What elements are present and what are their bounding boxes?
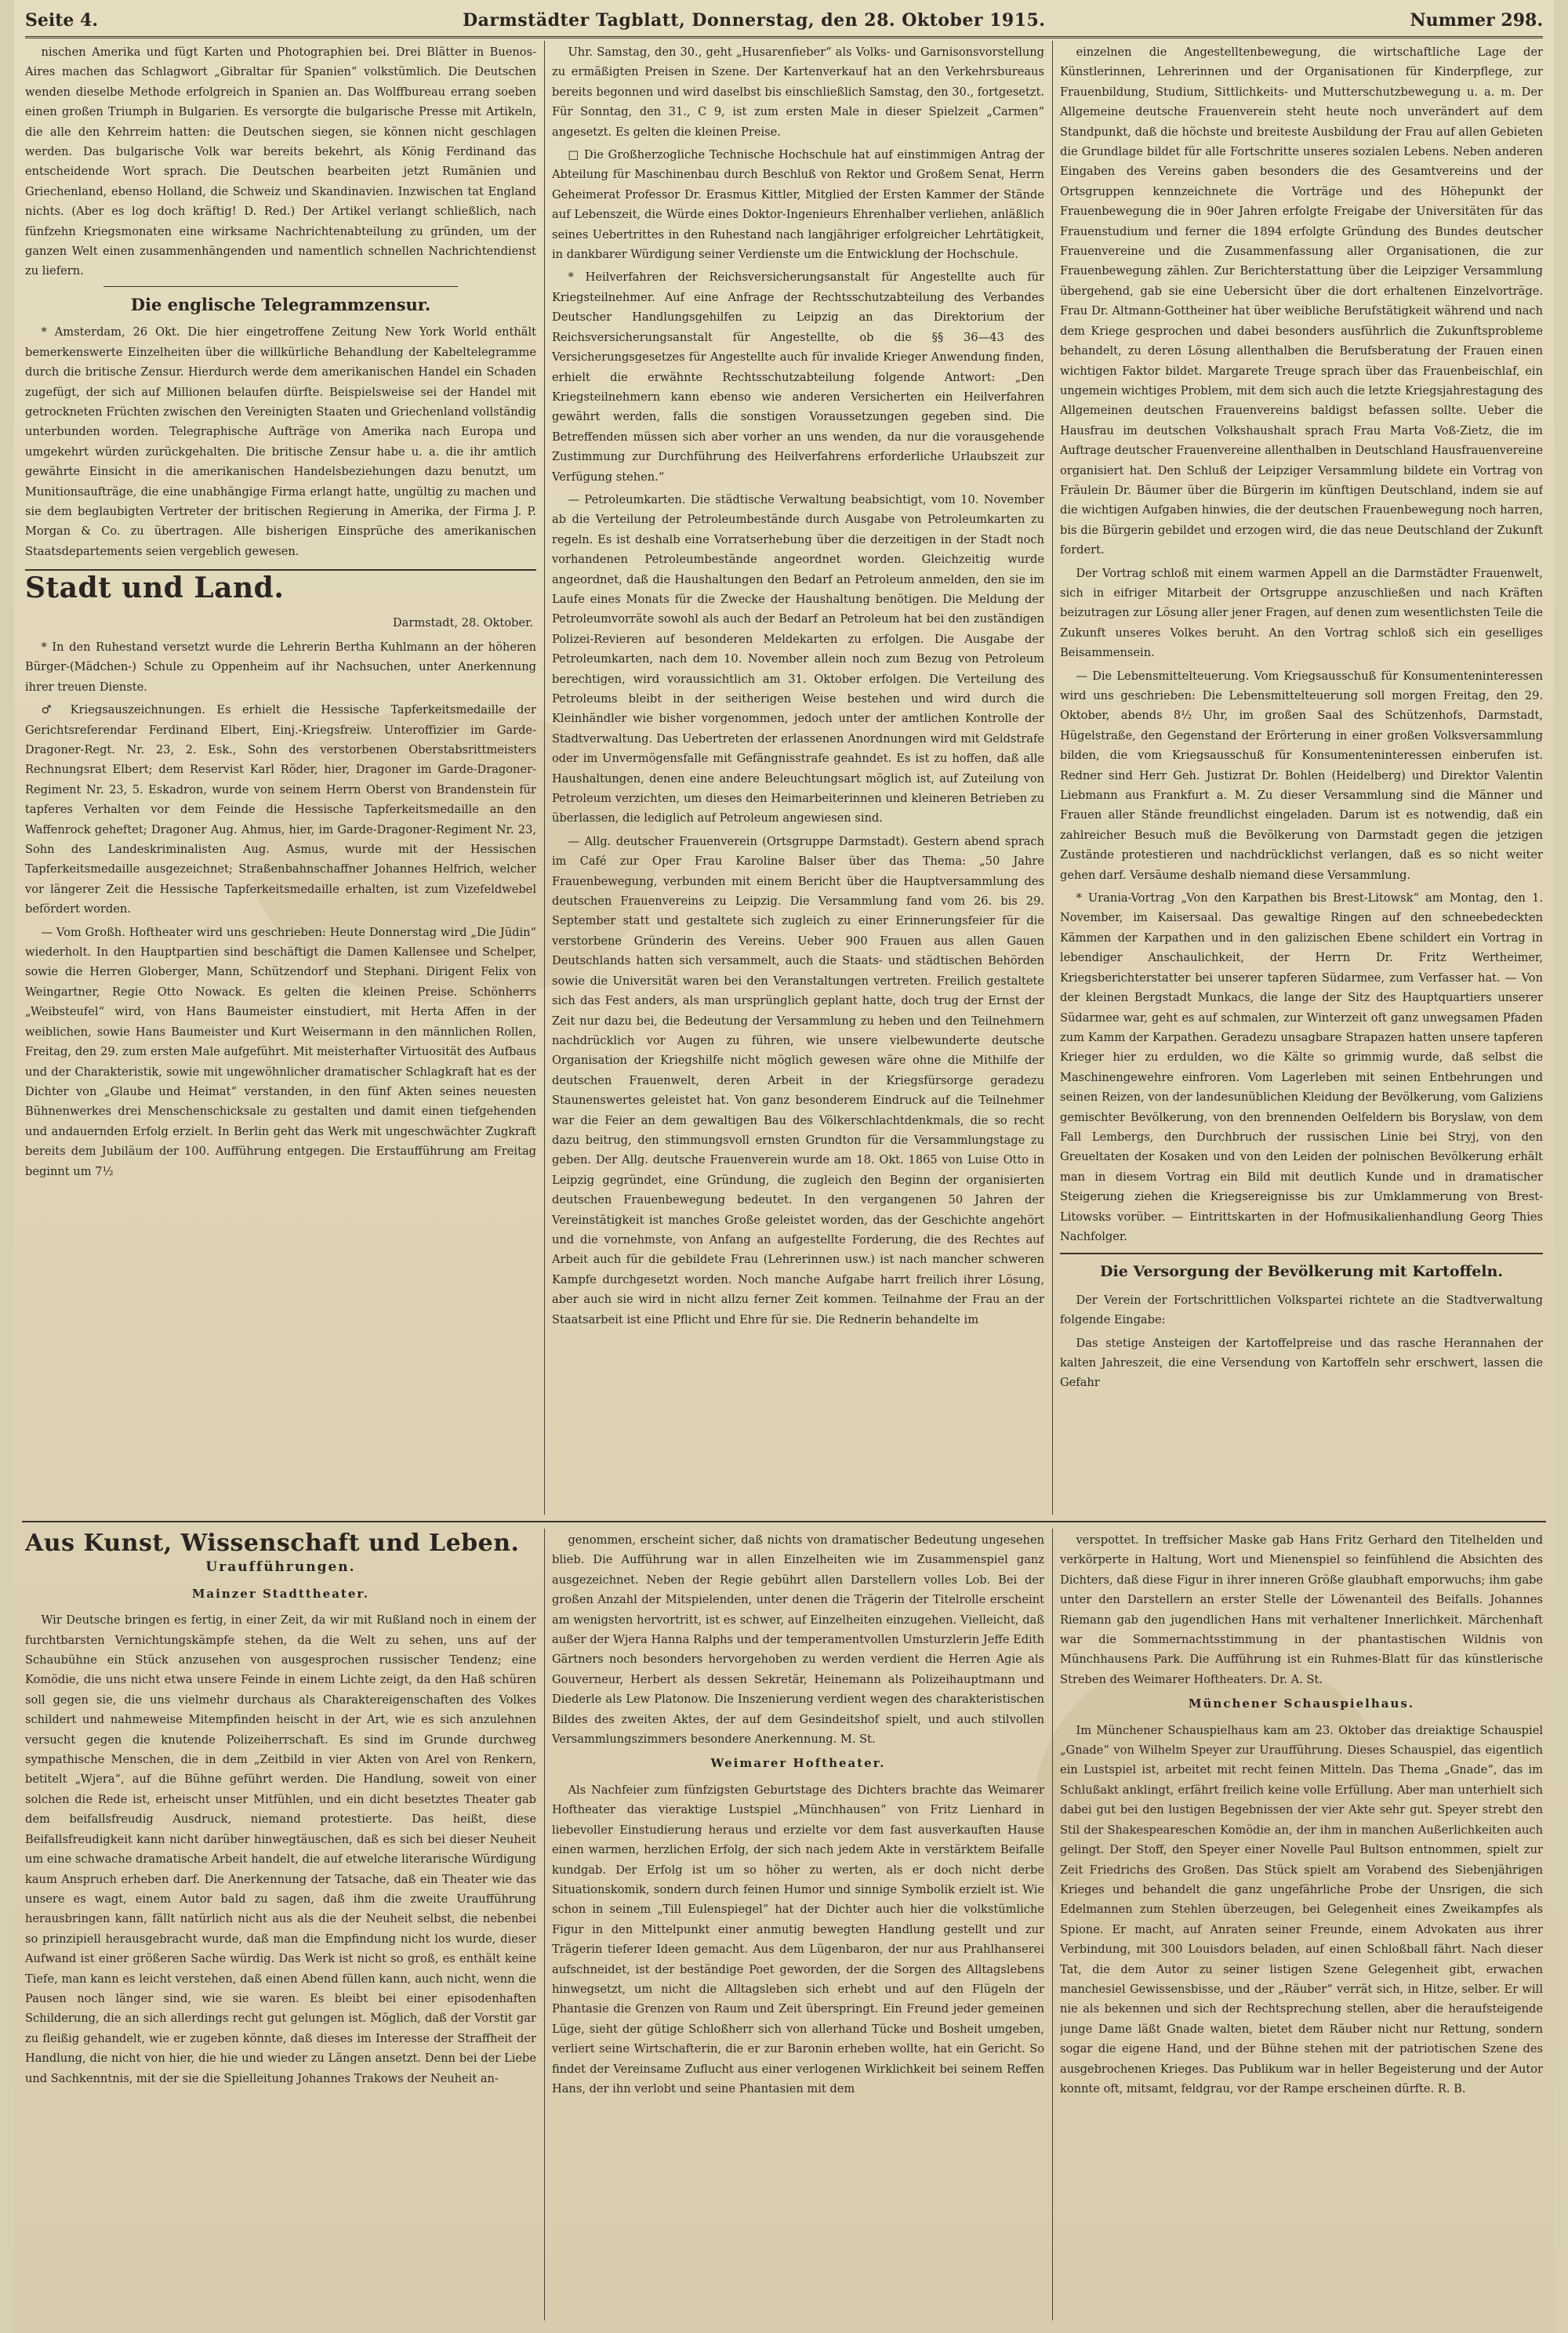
feuilleton-subheading: Uraufführungen.	[205, 1559, 356, 1576]
column-2	[552, 42, 1044, 1515]
feuilleton-column-1	[25, 1530, 536, 2322]
article-paragraph: * Amsterdam, 26 Okt. Die hier eingetroffene Zeitung New York World enthält bemerkenswerte Einzelheiten über die willkürliche Behandlung der Kabeltelegramme durch die britische Zensur. Hierdurch werde dem amerikanischen Handel ein Schaden zugefügt, der sich auf Millionen belaufen dürfte. Beispielsweise sei der Handel mit getrockneten Früchten zwischen den Vereinigten Staaten und Griechenland vollständig unterbunden worden. Telegraphische Aufträge von Amerika nach Europa und umgekehrt würden zurückgehalten. Die britische Zensur habe u. a. die ihr amtlich gewährte Einsicht in die amerikanischen Handelsbeziehungen dazu benutzt, um Munitionsaufträge, die eine unabhängige Firma erlangt hatte, ungültig zu machen und sie dem beglaubigten Vertreter der britischen Regierung in Amerika, der Firma J. P. Morgan & Co. zu übertragen. Alle bisherigen Einsprüche des amerikanischen Staatsdepartements seien vergeblich gewesen.	[25, 325, 536, 558]
article-headline: Die englische Telegrammzensur.	[130, 294, 431, 314]
section-divider	[22, 1521, 1546, 1522]
issue-number: Nummer 298.	[1410, 10, 1543, 31]
article-paragraph: Der Verein der Fortschrittlichen Volkspartei richtete an die Stadtverwaltung folgende Eingabe:	[1060, 1293, 1543, 1327]
feuilleton-column-3	[1060, 1530, 1543, 2322]
page-header	[25, 5, 1543, 38]
feuilleton-column-2	[552, 1530, 1044, 2322]
page-label: Seite 4.	[25, 10, 99, 31]
article-paragraph: — Die Lebensmittelteuerung. Vom Kriegsausschuß für Konsumenteninteressen wird uns geschrieben: Die Lebensmittelteuerung soll morgen Freitag, den 29. Oktober, abends 8½ Uhr, im großen Saal des Schützenhofs, Darmstadt, Hügelstraße, den Gegenstand der Erörterung in einer großen Volksversammlung bilden, die vom Kriegsausschuß für Konsumenteninteressen einberufen ist. Redner sind Herr Geh. Justizrat Dr. Bohlen (Heidelberg) und Direktor Valentin Liebmann aus Frankfurt a. M. Zu dieser Versammlung sind die Männer und Frauen aller Stände freundlichst eingeladen. Darum ist es notwendig, daß ein zahlreicher Besuch muß die Bevölkerung von Darmstadt gegen die jetzigen Zustände protestieren und nachdrücklichst verlangen, daß es so nicht weiter gehen darf. Versäume deshalb niemand diese Versammlung.	[1060, 669, 1543, 882]
article-divider	[25, 569, 536, 571]
article-paragraph: * Urania-Vortrag „Von den Karpathen bis Brest-Litowsk“ am Montag, den 1. November, im Kaisersaal. Das gewaltige Ringen auf den schneebedeckten Kämmen der Karpathen und in den galizischen Ebene schildert ein Vortrag in lebendiger Anschaulichkeit, der Herrn Dr. Fritz Wertheimer, Kriegsberichterstatter bei unserer tapferen Südarmee, zum Verfasser hat. — Von der kleinen Bergstadt Munkacs, die lange der Sitz des Hauptquartiers unserer Südarmee war, geht es auf schmalen, zur Winterzeit oft ganz unwegsamen Pfaden zum Kamm der Karpathen. Geradezu unsagbare Strapazen hatten unsere tapferen Krieger hier zu erdulden, wo die Kälte so grimmig wurde, daß selbst die Maschinengewehre einfroren. Vom Lagerleben mit seinen Entbehrungen und seinen Reizen, von der landesunüblichen Kleidung der Bevölkerung, vom Galiziens gemischter Bevölkerung, von den brennenden Oelfeldern bis Boryslaw, von dem Fall Lembergs, den Durchbruch der russischen Linie bei Stryj, von den Greueltaten der Kosaken und von den Leiden der polnischen Bevölkerung erhält man in diesem Vortrag ein Bild mit deutlich Kunde und in dramatischer Steigerung ziehen die Kriegsereignisse bis zur Umklammerung von Brest-Litowsks vorüber. — Eintrittskarten in der Hofmusikalienhandlung Georg Thies Nachfolger.	[1060, 891, 1543, 1243]
feuilleton-headline: Aus Kunst, Wissenschaft und Leben.	[25, 1530, 520, 1557]
article-paragraph: — Petroleumkarten. Die städtische Verwaltung beabsichtigt, vom 10. November ab die Verteilung der Petroleumbestände durch Ausgabe von Petroleumkarten zu regeln. Es ist deshalb eine Vorratserhebung über die derzeitigen in der Stadt noch vorhandenen Petroleumbestände angeordnet worden. Gleichzeitig wurde angeordnet, daß die Haushaltungen den Bedarf an Petroleum anmelden, den sie im Laufe eines Monats für die Zwecke der Haushaltung benötigen. Die Meldung der Petroleumvorräte sowohl als auch der Bedarf an Petroleum hat bei den zuständigen Polizei-Revieren auf besonderen Meldekarten zu erfolgen. Die Ausgabe der Petroleumkarten, nach dem 10. November allein noch zum Bezug von Petroleum berechtigen, wird voraussichtlich am 31. Oktober erfolgen. Die Verteilung des Petroleums bleibt in der seitherigen Weise bestehen und wird durch die Kleinhändler wie bisher vorgenommen, jedoch unter der amtlichen Kontrolle der Stadtverwaltung. Das Uebertreten der erlassenen Anordnungen wird mit Geldstrafe oder im Unvermögensfalle mit Gefängnisstrafe geahndet. Es ist zu hoffen, daß alle Haushaltungen, denen eine andere Beleuchtungsart möglich ist, auf Zuteilung von Petroleum verzichten, um dieses den Heimarbeiterinnen und kleineren Betrieben zu überlassen, die lediglich auf Petroleum angewiesen sind.	[552, 492, 1044, 825]
dateline: Darmstadt, 28. Oktober.	[392, 615, 533, 630]
column-3	[1060, 42, 1543, 1515]
section-headline: Stadt und Land.	[25, 571, 285, 605]
article-paragraph: einzelnen die Angestelltenbewegung, die wirtschaftliche Lage der Künstlerinnen, Lehrerinnen und der Organisationen für Kinderpflege, zur Frauenbildung, Studium, Sittlichkeits- und Mutterschutzbewegung u. a. m. Der Allgemeine deutsche Frauenverein steht heute noch unverändert auf dem Standpunkt, daß die höchste und breiteste Ausbildung der Frau auf allen Gebieten die Grundlage bildet für alle Fortschritte unseres sozialen Lebens. Neben anderen Eingaben des Vereins gaben besonders die des Gesamtvereins und der Ortsgruppen kennzeichnete die Vorträge und des Höhepunkt der Frauenbewegung die in 90er Jahren erfolgte Freigabe der Universitäten für das Frauenstudium und ferner die 1894 erfolgte Gründung des Bundes deutscher Frauenvereine und die Zusammenfassung aller Organisationen, die zur Frauenbewegung zählen. Zur Berichterstattung über die Leipziger Versammlung übergehend, gab sie eine Uebersicht über die dort erhaltenen Einzelvorträge. Frau Dr. Altmann-Gottheiner hat über weibliche Berufstätigkeit während und nach dem Kriege gesprochen und dabei besonders ausführlich die Zukunftsprobleme behandelt, zu deren Lösung allenthalben die Berufsberatung der Frauen einen wichtigen Faktor bildet. Margarete Treuge sprach über das Frauenbeischlaf, ein ungemein wichtiges Problem, mit dem sich auch die letzte Kriegsjahrestagung des Allgemeinen deutschen Frauenvereins baldigst befassen sollte. Ueber die Hausfrau im deutschen Volkshaushalt sprach Frau Marta Voß-Zietz, die im Auftrage deutscher Frauenvereine allenthalben in Deutschland Hausfrauenvereine organisiert hat. Den Schluß der Leipziger Versammlung bildete ein Vortrag von Fräulein Dr. Bäumer über die Bürgerin im künftigen Deutschland, indem sie auf die wichtigen Aufgaben hinwies, die der deutschen Frauenbewegung noch harren, bis die Bürgerin gebildet und erzogen wird, die das neue Deutschland der Zukunft fordert.	[1060, 45, 1543, 557]
article-paragraph: * In den Ruhestand versetzt wurde die Lehrerin Bertha Kuhlmann an der höheren Bürger-(Mädchen-) Schule zu Oppenheim auf ihr Nachsuchen, unter Anerkennung ihrer treuen Dienste.	[25, 640, 536, 694]
article-paragraph: Wir Deutsche bringen es fertig, in einer Zeit, da wir mit Rußland noch in einem der furchtbarsten Vernichtungskämpfe stehen, da die Welt zu sehen, uns auf der Schaubühne ein Stück anzusehen von ausgesprochen russischer Tendenz; eine Komödie, die uns nicht etwa unsere Feinde in einem Lichte zeigt, da den Haß schüren soll gegen sie, die uns vielmehr durchaus als Charaktereigenschaften des Volkes schildert und nahmeweise Mitempfinden heischt in der Art, wie es sich anzulehnen versucht gegen die knutende Polizeiherrschaft. Es sind im Grunde durchweg sympathische Menschen, die in dem „Zeitbild in vier Akten von Arel von Renkern, betitelt „Wjera“, auf die Bühne geführt werden. Die Handlung, soweit von einer solchen die Rede ist, erheischt unser Mitfühlen, und ein dicht besetztes Theater gab dem beifallsfreudig Ausdruck, niemand protestierte. Das heißt, diese Beifallsfreudigkeit kann nicht darüber hinwegtäuschen, daß es sich bei dieser Neuheit um eine schwache dramatische Arbeit handelt, die auf etwelche literarische Würdigung kaum Anspruch erheben darf. Die Anerkennung der Tatsache, daß ein Theater wie das unsere es wagt, einem Autor bald zu sagen, daß ihm die zweite Uraufführung herausbringen kann, fällt natürlich nicht aus als die der Neuheit selbst, die nebenbei so prinzipiell herausgebracht wurde, daß man die Empfindung nicht los wurde, dieser Aufwand ist einer größeren Sache würdig. Das Werk ist nicht so groß, es enthält keine Tiefe, man kann es leicht verstehen, daß einen Abend füllen kann, auch nicht, wenn die Pausen noch länger sind, wie sie waren. Es bleibt bei einer episodenhaften Schilderung, die an sich allerdings recht gut gelungen ist. Möglich, daß der Vorstit gar zu fleißig gehandelt, wie er zugeben könnte, daß dieses im Interesse der Straffheit der Handlung, die nicht von hier, die hie und wieder zu Längen ansetzt. Denn bei der Liebe und Sachkenntnis, mit der sie die Spielleitung Johannes Trakows der Neuheit an-	[25, 1613, 536, 2085]
article-paragraph: Der Vortrag schloß mit einem warmen Appell an die Darmstädter Frauenwelt, sich in eifriger Mitarbeit der Ortsgruppe anzuschließen und nach Kräften beizutragen zur Lösung aller jener Fragen, auf denen zum wesentlichsten Teile die Zukunft unseres Volkes beruht. An den Vortrag schloß sich ein geselliges Beisammensein.	[1060, 566, 1543, 660]
column-divider	[544, 41, 545, 1515]
article-paragraph: Uhr. Samstag, den 30., geht „Husarenfieber“ als Volks- und Garnisonsvorstellung zu ermäßigten Preisen in Szene. Der Kartenverkauf hat an den Verkehrsbureaus bereits begonnen und wird daselbst bis einschließlich Samstag, den 30., fortgesetzt. Für Sonntag, den 31., C 9, ist zum ersten Male in dieser Spielzeit „Carmen“ angesetzt. Es gelten die kleinen Preise.	[552, 45, 1044, 139]
article-paragraph: Das stetige Ansteigen der Kartoffelpreise und das rasche Herannahen der kalten Jahreszeit, die eine Versendung von Kartoffeln sehr erschwert, lassen die Gefahr	[1060, 1336, 1543, 1390]
article-paragraph: genommen, erscheint sicher, daß nichts von dramatischer Bedeutung ungesehen blieb. Die Aufführung war in allen Einzelheiten wie im Zusammenspiel ganz ausgezeichnet. Neben der Regie gebührt allen Darstellern volles Lob. Bei der großen Anzahl der Mitspielenden, unter denen die Trägerin der Titelrolle erscheint am wenigsten hervortritt, ist es schwer, auf Einzelheiten einzugehen. Vielleicht, daß außer der Wjera Hanna Ralphs und der temperamentvollen Umsturzlerin Jeffe Edith Gärtners noch besonders hervorgehoben zu werden verdient die Herren Agie als Gouverneur, Herbert als dessen Sekretär, Heinemann als Polizeihauptmann und Diederle als Lew Platonow. Die Inszenierung verdient wegen des charakteristischen Bildes des zweiten Aktes, der auf dem Gesindeitshof spielt, und auch stilvollen Versammlungszimmers besondere Anerkennung. M. St.	[552, 1533, 1044, 1747]
article-paragraph: Im Münchener Schauspielhaus kam am 23. Oktober das dreiaktige Schauspiel „Gnade“ von Wilhelm Speyer zur Uraufführung. Dieses Schauspiel, das eigentlich ein Lustspiel ist, arbeitet mit recht feinen Mitteln. Das Thema „Gnade“, das im Schlußakt anklingt, erfährt freilich keine volle Erfüllung. Aber man unterhielt sich dabei gut bei den lustigen Begebnissen der vier Akte sehr gut. Speyer strebt den Stil der Shakespeareschen Komödie an, der ihm in manchen Außerlichkeiten auch gelingt. Der Stoff, den Speyer einer Novelle Paul Bultson entnommen, spielt zur Zeit Friedrichs des Großen. Das Stück spielt am Vorabend des Siebenjährigen Krieges und behandelt die ganz ungefährliche Probe der Unsrigen, die sich Edelmannen zum Stehlen überzeugen, bei Gelegenheit eines Zweikampfes als Spione. Er macht, auf Anraten seiner Freunde, einem Advokaten aus ihrer Verbindung, mit 300 Louisdors beladen, auf einen Schloßball fährt. Nach dieser Tat, die dem Autor zu seiner listigen Szene Gelegenheit gibt, erwachen manchesiel Gewissensbisse, und der „Räuber“ verrät sich, in Hitze, selber. Er will nie als bekennen und sich der Rechtsprechung stellen, aber die heraufsteigende junge Dame läßt Gnade walten, bietet dem Räuber nicht nur Rettung, sondern sogar die eigene Hand, und der Bühne stehen mit der patriotischen Szene des ausgebrochenen Krieges. Das Publikum war in heller Begeisterung und der Autor konnte oft, mitsamt, feldgrau, vor der Rampe erscheinen dürfte. R. B.	[1060, 1723, 1543, 2095]
article-paragraph: — Allg. deutscher Frauenverein (Ortsgruppe Darmstadt). Gestern abend sprach im Café zur Oper Frau Karoline Balser über das Thema: „50 Jahre Frauenbewegung, verbunden mit einem Bericht über die Hauptversammlung des deutschen Frauenvereins zu Leipzig. Die Versammlung fand vom 26. bis 29. September statt und gestaltete sich zugleich zu einer Erinnerungsfeier für die verstorbene Gründerin des Vereins. Ueber 900 Frauen aus allen Gauen Deutschlands hatten sich versammelt, auch die Staats- und städtischen Behörden sowie die Universität waren bei den Veranstaltungen vertreten. Freilich gestaltete sich das Fest anders, als man ursprünglich geplant hatte, doch trug der Ernst der Zeit nur dazu bei, die Bedeutung der Versammlung zu heben und den Teilnehmern nachdrücklich vor Augen zu führen, wie unsere vielbewunderte deutsche Organisation der Kriegshilfe nicht möglich gewesen wäre ohne die Mithilfe der deutschen Frauenwelt, deren Arbeit in der Kriegsfürsorge geradezu Staunenswertes geleistet hat. Von ganz besonderem Eindruck auf die Teilnehmer war die Feier an dem gewaltigen Bau des Völkerschlachtdenkmals, die so recht dazu beitrug, den stimmungsvoll ernsten Grundton für die Versammlungstage zu geben. Der Allg. deutsche Frauenverein wurde am 18. Okt. 1865 von Luise Otto in Leipzig gegründet, eine Gründung, die zugleich den Beginn der organisierten deutschen Frauenbewegung bedeutet. In den vergangenen 50 Jahren der Vereinstätigkeit ist manches Große geleistet worden, das der Geschichte angehört und die vornehmste, von Anfang an aufgestellte Forderung, die des Rechtes auf Arbeit auch für die gebildete Frau (Lehrerinnen usw.) ist nach mancher schweren Kampfe durchgesetzt worden. Noch manche Aufgabe harrt freilich ihrer Lösung, aber auch sie wird in nicht allzu ferner Zeit kommen. Teilnahme der Frau an der Staatsarbeit ist eine Pflicht und Ehre für sie. Die Rednerin behandelte im	[552, 834, 1044, 1326]
column-divider	[544, 1529, 545, 2320]
article-paragraph: verspottet. In treffsicher Maske gab Hans Fritz Gerhard den Titelhelden und verkörperte in Haltung, Wort und Mienenspiel so feinfühlend die Absichten des Dichters, daß diese Figur in ihrer inneren Größe glaubhaft emporwuchs; ihm gabe unter den Darstellern an erster Stelle der Löwenanteil des Beifalls. Johannes Riemann gab den jugendlichen Hans mit verhaltener Innerlichkeit. Märchenhaft war die Sommernachtsstimmung in der phantastischen Wildnis von Münchhausens Park. Die Aufführung ist ein Ruhmes-Blatt für das künstlerische Streben des Weimarer Hoftheaters. Dr. A. St.	[1060, 1533, 1543, 1686]
article-divider	[103, 286, 458, 287]
column-1	[25, 42, 536, 1515]
column-divider	[1052, 41, 1053, 1515]
article-paragraph: — Vom Großh. Hoftheater wird uns geschrieben: Heute Donnerstag wird „Die Jüdin“ wiederholt. In den Hauptpartien sind beschäftigt die Damen Kallensee und Schelper, sowie die Herren Globerger, Mann, Schützendorf und Stephani. Dirigent Felix von Weingartner, Regie Otto Nowack. Es gelten die kleinen Preise. Schönherrs „Weibsteufel“ wird, von Hans Baumeister einstudiert, mit Herta Affen in der weiblichen, sowie Hans Baumeister und Kurt Weisermann in den männlichen Rollen, Freitag, den 29. zum ersten Male aufgeführt. Mit meisterhafter Virtuosität des Aufbaus und der Charakteristik, sowie mit ungewöhnlicher dramatischer Schlagkraft hat es der Dichter von „Glaube und Heimat“ verstanden, in den fünf Akten seines neuesten Bühnenwerkes drei Menschenschicksale zu gestalten und damit einen tiefgehenden und andauernden Erfolg erzielt. In Berlin geht das Werk mit ungeschwächter Zugkraft bereits dem Jubiläum der 100. Aufführung entgegen. Die Erstaufführung am Freitag beginnt um 7½	[25, 925, 536, 1178]
article-paragraph: ♂ Kriegsauszeichnungen. Es erhielt die Hessische Tapferkeitsmedaille der Gerichtsreferendar Ferdinand Elbert, Einj.-Kriegsfreiw. Unteroffizier im Garde-Dragoner-Regt. Nr. 23, 2. Esk., Sohn des verstorbenen Oberstabsrittmeisters Rechnungsrat Elbert; dem Reservist Karl Röder, hier, Dragoner im Garde-Dragoner-Regiment Nr. 23, 5. Eskadron, wurde von seinem Herrn Oberst von Brandenstein für tapferes Verhalten vor dem Feinde die Hessische Tapferkeitsmedaille an den Waffenrock geheftet; Dragoner Aug. Ahmus, hier, im Garde-Dragoner-Regiment Nr. 23, Sohn des Landeskriminalisten Aug. Asmus, wurde mit der Hessischen Tapferkeitsmedaille ausgezeichnet; Straßenbahnschaffner Johannes Helfrich, welcher vor längerer Zeit die Hessische Tapferkeitsmedaille erhalten, ist zum Vizefeldwebel befördert worden.	[25, 703, 536, 916]
theater-heading: Mainzer Stadttheater.	[191, 1586, 370, 1601]
theater-heading: Münchener Schauspielhaus.	[1188, 1696, 1415, 1711]
theater-heading: Weimarer Hoftheater.	[710, 1756, 886, 1771]
article-paragraph: Als Nachfeier zum fünfzigsten Geburtstage des Dichters brachte das Weimarer Hoftheater das vieraktige Lustspiel „Münchhausen“ von Fritz Lienhard in liebevoller Einstudierung heraus und erzielte vor dem fast ausverkauften Hause einen warmen, herzlichen Erfolg, der sich nach jedem Akte in verstärktem Beifalle kundgab. Der Erfolg ist um so höher zu werten, als er doch nicht derbe Situationskomik, sondern durch feinen Humor und sinnige Symbolik erzielt ist. Wie schon in seinem „Till Eulenspiegel“ hat der Dichter auch hier die volkstümliche Figur in den Mittelpunkt einer anmutig bewegten Handlung gestellt und zur Trägerin tieferer Ideen gemacht. Aus dem Lügenbaron, der nur aus Prahlhanserei aufschneidet, ist der beständige Poet geworden, der die Sorgen des Alltagslebens hinwegsetzt, um nicht die Alltagsleben sich erhebt und auf den Flügeln der Phantasie die Grenzen von Raum und Zeit überspringt. Ein Freund jeder gemeinen Lüge, sieht der gütige Schloßherr sich von allerhand Tücke und Bosheit umgeben, verliert seine Wirtschafterin, die er zur Baronin erheben wollte, hat ein Gericht. So findet der Vereinsame Zuflucht aus einer verlogenen Wirklichkeit bei seinem Reffen Hans, der ihn verlobt und seine Phantasien mit dem	[552, 1783, 1044, 2095]
article-headline: Die Versorgung der Bevölkerung mit Kartoffeln.	[1100, 1263, 1503, 1281]
newspaper-page	[14, 0, 1554, 2333]
article-paragraph: nischen Amerika und fügt Karten und Photographien bei. Drei Blätter in Buenos-Aires machen das Schlagwort „Gibraltar für Spanien“ volkstümlich. Die Deutschen wenden dieselbe Methode erfolgreich in Spanien an. Das Wolffbureau errang soeben einen großen Triumph in Bulgarien. Es versorgte die bulgarische Presse mit Artikeln, die alle den Kehrreim hatten: die Deutschen siegen, sie können nicht geschlagen werden. Das bulgarische Volk war bereits bekehrt, als König Ferdinand das entscheidende Wort sprach. Die Deutschen bearbeiten jetzt Rumänien und Griechenland, ebenso Holland, die Schweiz und Skandinavien. Inzwischen tat England nichts. (Aber es log doch kräftig! D. Red.) Der Artikel verlangt schließlich, nach fünfzehn Kriegsmonaten eine wirksame Nachrichtenabteilung zu gründen, um der ganzen Welt einen zusammenhängenden und namentlich schnellen Nachrichtendienst zu liefern.	[25, 45, 536, 278]
article-divider	[1060, 1253, 1543, 1254]
article-paragraph: □ Die Großherzogliche Technische Hochschule hat auf einstimmigen Antrag der Abteilung für Maschinenbau durch Beschluß von Rektor und Großem Senat, Herrn Geheimerat Professor Dr. Erasmus Kittler, Mitglied der Ersten Kammer der Stände auf Lebenszeit, die Würde eines Doktor-Ingenieurs Ehrenhalber verliehen, anläßlich seines Uebertrittes in den Ruhestand nach langjähriger erfolgreicher Lehrtätigkeit, in dankbarer Würdigung seiner Verdienste um die Entwicklung der Hochschule.	[552, 148, 1044, 262]
newspaper-title: Darmstädter Tagblatt, Donnerstag, den 28. Oktober 1915.	[463, 10, 1046, 31]
column-divider	[1052, 1529, 1053, 2320]
article-paragraph: * Heilverfahren der Reichsversicherungsanstalt für Angestellte auch für Kriegsteilnehmer. Auf eine Anfrage der Rechtsschutzabteilung des Verbandes Deutscher Handlungsgehilfen zu Leipzig an das Direktorium der Reichsversicherungsanstalt für Angestellte, ob die §§ 36—43 des Versicherungsgesetzes für Angestellte auch für invalide Krieger Anwendung finden, erhielt die erwähnte Rechtsschutzabteilung folgende Antwort: „Den Kriegsteilnehmern kann ebenso wie anderen Versicherten ein Heilverfahren gewährt werden, falls die sonstigen Voraussetzungen gegeben sind. Die Betreffenden müssen sich aber vorher an uns wenden, da nur die vorausgehende Zustimmung zur Durchführung des Heilverfahrens erforderliche Urlaubszeit zur Verfügung stehen.“	[552, 270, 1044, 484]
